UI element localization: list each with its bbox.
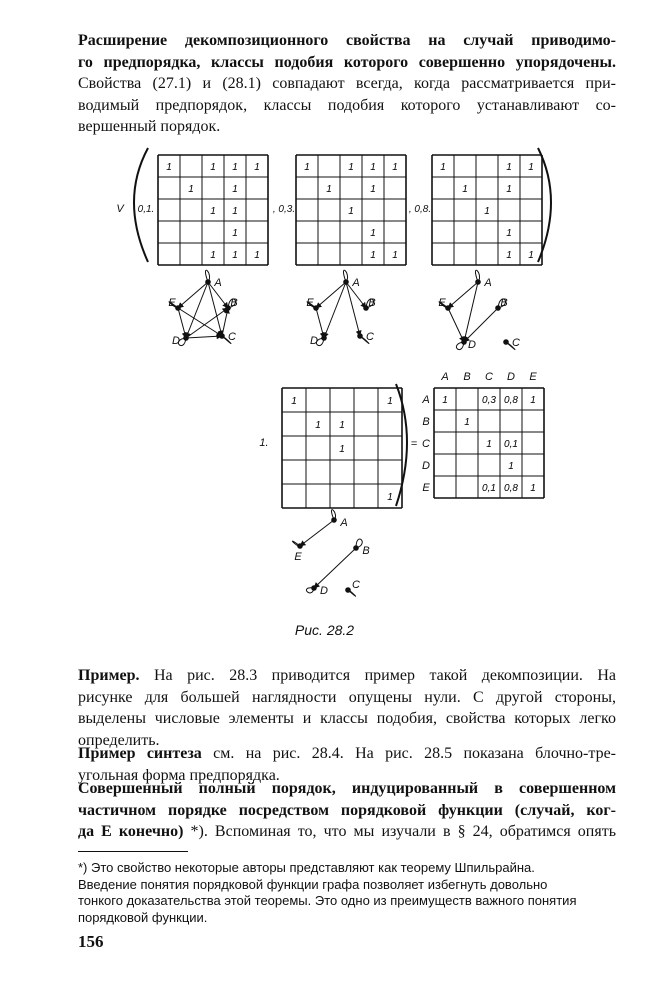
graph-label-e: E [168,297,176,309]
synthesis-line-1 [78,743,616,765]
graph-label-c: C [512,337,520,349]
matrix-cell-value: 0,1 [482,483,496,494]
graph-edge [448,308,464,342]
example-line-4: определить. [78,731,160,749]
matrix-cell-value: 1 [188,184,194,195]
matrix-cell-value: 1 [232,228,238,239]
matrix-cell-value: 1 [486,439,492,450]
matrix-cell-value: 1 [254,162,260,173]
perfect-order-line-1: Совершенный полный порядок, индуцированный в совершенном [78,780,616,797]
matrix-cell-value: 1 [232,250,238,261]
footnote-rule [78,851,188,852]
matrix-cell-value: 1 [462,184,468,195]
synthesis-line-2: угольная форма предпорядка. [78,766,280,784]
matrix-cell-value: 1 [210,250,216,261]
bottom-graph-label-a: A [340,517,348,529]
matrix-cell-value: 1 [387,492,393,503]
matrix-cell-value: 1 [166,162,172,173]
heading-line-3: Свойства (27.1) и (28.1) совпадают всегда, когда рассматривается при- [78,75,616,92]
footnote-line-4: порядковой функции. [78,909,208,925]
heading-line-1: Расширение декомпозиционного свойства на случай приводимо- [78,32,616,49]
matrix-cell-value: 1 [387,396,393,407]
result-row-label: B [422,416,430,428]
matrix-cell-value: 1 [315,420,321,431]
graph-edge [186,336,222,338]
top-coefficient-2: , 0,3. [272,204,296,215]
graph-label-b: B [230,297,238,309]
footnote-line-3: тонкого доказательства этой теоремы. Это одно из преимуществ важного понятия [78,893,577,908]
matrix-cell-value: 1 [348,162,354,173]
graph-label-c: C [366,331,374,343]
result-row-label: D [422,460,430,472]
perfect-order-line-3-rest: *). Вспоминая то, что мы изучали в § 24, обратимся опять [183,823,617,840]
graph-label-a: A [484,277,492,289]
matrix-cell-value: 1 [484,206,490,217]
figure-caption: Рис. 28.2 [294,622,355,638]
matrix-cell-value: 1 [210,206,216,217]
heading-line-2: го предпорядка, классы подобия которого совершенно упорядочены. [78,53,616,71]
top-coefficient-1: 0,1. [137,204,155,215]
bottom-graph-label-c: C [352,579,360,591]
example-line-3: выделены числовые элементы и классы подобия, свойства которых легко [78,710,616,727]
graph-label-e: E [438,297,446,309]
matrix-cell-value: 1 [442,395,448,406]
graph-edge [178,282,208,308]
graph-label-a: A [214,277,222,289]
heading-line-5: вершенный порядок. [78,118,221,135]
graph-edge [448,282,478,308]
graph-edge [316,308,324,338]
example-line-2: рисунке для большей наглядности опущены нули. С другой стороны, [78,688,616,706]
matrix-cell-value: 1 [528,250,534,261]
bottom-graph-edge [314,548,356,588]
perfect-order-paragraph [78,778,616,843]
perfect-order-line-3 [78,821,616,843]
top-matrix-3 [432,155,542,265]
result-col-label: E [529,371,537,383]
matrix-cell-value: 1 [291,396,297,407]
matrix-cell-value: 1 [506,228,512,239]
top-coefficient-3: , 0,8. [408,204,432,215]
bottom-graph-label-d: D [320,585,328,597]
result-matrix [434,388,544,498]
result-row-label: A [422,394,430,406]
example-line-1: Пример. На рис. 28.3 приводится пример такой декомпозиции. На [78,667,617,684]
matrix-cell-value: 1 [506,250,512,261]
bottom-graph-edge [300,520,334,546]
matrix-cell-value: 1 [530,395,536,406]
graph-label-d: D [468,339,476,351]
graph-label-d: D [310,335,318,347]
matrix-cell-value: 1 [339,444,345,455]
top-matrix-1 [158,155,268,265]
matrix-cell-value: 1 [506,162,512,173]
matrix-cell-value: 1 [370,228,376,239]
section-heading-paragraph [78,30,616,138]
graph-edge [316,282,346,308]
result-col-label: A [441,371,449,383]
graph-label-b: B [500,297,508,309]
matrix-cell-value: 1 [232,184,238,195]
bottom-graph-label-e: E [294,551,302,563]
perfect-order-line-2: частичном порядке посредством порядковой функции (случай, ког- [78,801,616,819]
matrix-cell-value: 1 [210,162,216,173]
graph-label-d: D [172,335,180,347]
synthesis-lead: Пример синтеза [78,745,202,762]
matrix-cell-value: 1 [254,250,260,261]
result-row-label: E [422,482,430,494]
graph-edge [324,282,346,338]
matrix-cell-value: 0,1 [504,439,518,450]
matrix-cell-value: 1 [370,250,376,261]
matrix-cell-value: 1 [464,417,470,428]
graph-label-c: C [228,331,236,343]
example-paragraph [78,665,616,751]
graph-edge [464,282,478,342]
matrix-cell-value: 1 [528,162,534,173]
footnote-line-2: Введение понятия порядковой функции графа позволяет избегнуть довольно [78,876,548,892]
graph-label-a: A [352,277,360,289]
matrix-cell-value: 1 [326,184,332,195]
matrix-cell-value: 1 [232,162,238,173]
matrix-cell-value: 1 [392,250,398,261]
result-col-label: B [463,371,471,383]
result-row-label: C [422,438,430,450]
matrix-cell-value: 1 [348,206,354,217]
vee-symbol: V [116,203,124,215]
equals-sign: = [410,438,418,450]
matrix-cell-value: 1 [530,483,536,494]
matrix-cell-value: 1 [508,461,514,472]
graph-edge [346,282,360,336]
graph-edge [464,308,498,342]
matrix-cell-value: 1 [440,162,446,173]
example-line-1-rest: На рис. 28.3 приводится пример такой декомпозиции. На [153,667,617,684]
footnote [78,860,616,926]
graph-label-b: B [368,297,376,309]
graph-label-e: E [306,297,314,309]
bottom-coefficient: 1. [259,437,269,449]
matrix-cell-value: 1 [232,206,238,217]
bottom-matrix [282,388,402,508]
matrix-cell-value: 0,8 [504,483,518,494]
right-parenthesis [538,148,551,262]
synthesis-line-1-rest: см. на рис. 28.4. На рис. 28.5 показана блочно-тре- [201,745,616,762]
top-matrix-2 [296,155,406,265]
bottom-graph-label-b: B [362,545,370,557]
matrix-cell-value: 0,3 [482,395,496,406]
matrix-cell-value: 1 [370,184,376,195]
matrix-cell-value: 1 [370,162,376,173]
heading-line-4: водимый предпорядок, классы подобия которого устанавливают со- [78,96,616,114]
matrix-cell-value: 1 [339,420,345,431]
matrix-cell-value: 0,8 [504,395,518,406]
result-col-label: C [485,371,493,383]
matrix-cell-value: 1 [506,184,512,195]
matrix-cell-value: 1 [304,162,310,173]
page-number: 156 [78,932,104,951]
footnote-line-1: *) Это свойство некоторые авторы представляют как теорему Шпильрайна. [78,860,535,875]
perfect-order-lead: да E конечно) [78,823,184,840]
matrix-cell-value: 1 [392,162,398,173]
result-col-label: D [507,371,515,383]
